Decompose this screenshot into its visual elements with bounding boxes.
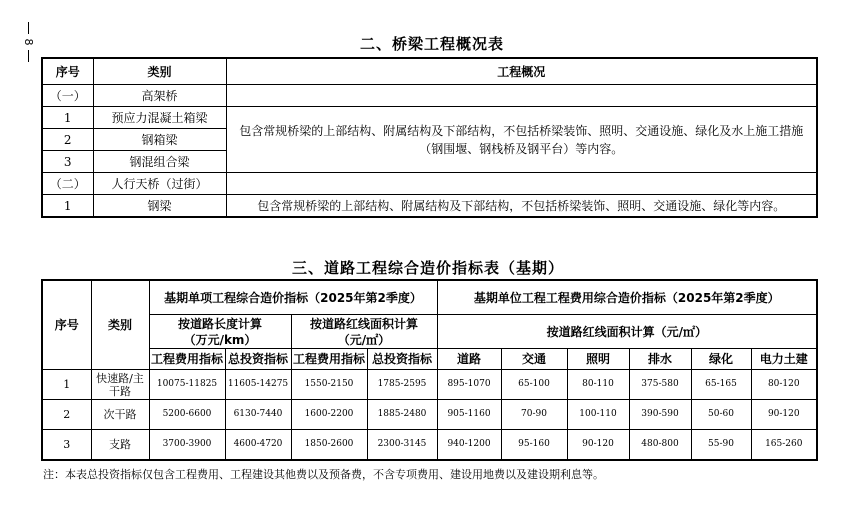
header-drainage: 排水 bbox=[629, 349, 691, 370]
header-power: 电力土建 bbox=[751, 349, 817, 370]
row-index: 1 bbox=[42, 370, 91, 400]
cell-area-eng: 1550-2150 bbox=[291, 370, 367, 400]
header-total-invest: 总投资指标 bbox=[225, 349, 291, 370]
table-header-row bbox=[42, 58, 817, 85]
cell-area-eng: 1850-2600 bbox=[291, 430, 367, 461]
header-by-length-unit: （万元/km） bbox=[183, 332, 257, 347]
cell-road: 905-1160 bbox=[437, 400, 501, 430]
row-index: 3 bbox=[42, 430, 91, 461]
table-row bbox=[42, 85, 817, 107]
row-overview-empty bbox=[226, 173, 817, 195]
row-category: 快速路/主干路 bbox=[91, 370, 149, 400]
cell-len-eng: 5200-6600 bbox=[149, 400, 225, 430]
cell-road: 895-1070 bbox=[437, 370, 501, 400]
cell-len-total: 6130-7440 bbox=[225, 400, 291, 430]
header-by-area-long: 按道路红线面积计算（元/㎡） bbox=[437, 315, 817, 349]
row-index: 2 bbox=[42, 400, 91, 430]
header-overview: 工程概况 bbox=[226, 58, 817, 85]
row-category: 预应力混凝土箱梁 bbox=[93, 107, 226, 129]
cell-traffic: 65-100 bbox=[501, 370, 567, 400]
header-index: 序号 bbox=[42, 58, 93, 85]
row-index: 3 bbox=[42, 151, 93, 173]
cell-greening: 65-165 bbox=[691, 370, 751, 400]
row-category: 支路 bbox=[91, 430, 149, 461]
header-eng-cost: 工程费用指标 bbox=[291, 349, 367, 370]
row-category: 钢箱梁 bbox=[93, 129, 226, 151]
cell-power: 165-260 bbox=[751, 430, 817, 461]
cell-drainage: 375-580 bbox=[629, 370, 691, 400]
table-header-row bbox=[42, 349, 817, 370]
row-index: 2 bbox=[42, 129, 93, 151]
table-row bbox=[42, 370, 817, 400]
viaduct-description: 包含常规桥梁的上部结构、附属结构及下部结构，不包括桥梁装饰、照明、交通设施、绿化及水上施工措施（钢围堰、钢栈桥及钢平台）等内容。 bbox=[226, 107, 817, 173]
row-category: 高架桥 bbox=[93, 85, 226, 107]
header-category: 类别 bbox=[91, 280, 149, 370]
cell-area-eng: 1600-2200 bbox=[291, 400, 367, 430]
table-row bbox=[42, 195, 817, 218]
cell-len-eng: 3700-3900 bbox=[149, 430, 225, 461]
row-index: 1 bbox=[42, 107, 93, 129]
header-by-length bbox=[149, 315, 291, 349]
row-category: 钢混组合梁 bbox=[93, 151, 226, 173]
table-row bbox=[42, 400, 817, 430]
road-cost-table bbox=[41, 279, 818, 461]
cell-drainage: 390-590 bbox=[629, 400, 691, 430]
header-by-area-unit: （元/㎡） bbox=[337, 332, 391, 347]
cell-traffic: 95-160 bbox=[501, 430, 567, 461]
header-by-area-label: 按道路红线面积计算 bbox=[309, 316, 418, 331]
header-total-invest: 总投资指标 bbox=[367, 349, 437, 370]
cell-drainage: 480-800 bbox=[629, 430, 691, 461]
header-unit-project-group: 基期单位工程工程费用综合造价指标（2025年第2季度） bbox=[437, 280, 817, 315]
cell-area-total: 2300-3145 bbox=[367, 430, 437, 461]
row-index: 1 bbox=[42, 195, 93, 218]
row-category: 次干路 bbox=[91, 400, 149, 430]
cell-lighting: 90-120 bbox=[567, 430, 629, 461]
cell-area-total: 1885-2480 bbox=[367, 400, 437, 430]
header-single-project-group: 基期单项工程综合造价指标（2025年第2季度） bbox=[149, 280, 437, 315]
header-lighting: 照明 bbox=[567, 349, 629, 370]
cell-greening: 50-60 bbox=[691, 400, 751, 430]
cell-lighting: 80-110 bbox=[567, 370, 629, 400]
row-overview-empty bbox=[226, 85, 817, 107]
pedestrian-description: 包含常规桥梁的上部结构、附属结构及下部结构，不包括桥梁装饰、照明、交通设施、绿化等内容。 bbox=[226, 195, 817, 218]
row-index: （二） bbox=[42, 173, 93, 195]
header-by-length-label: 按道路长度计算 bbox=[177, 316, 262, 331]
row-category: 钢梁 bbox=[93, 195, 226, 218]
cell-traffic: 70-90 bbox=[501, 400, 567, 430]
header-road: 道路 bbox=[437, 349, 501, 370]
table-row bbox=[42, 173, 817, 195]
cell-len-total: 4600-4720 bbox=[225, 430, 291, 461]
table-header-row bbox=[42, 280, 817, 315]
table-header-row bbox=[42, 315, 817, 349]
cell-power: 80-120 bbox=[751, 370, 817, 400]
header-by-area bbox=[291, 315, 437, 349]
header-eng-cost: 工程费用指标 bbox=[149, 349, 225, 370]
cell-road: 940-1200 bbox=[437, 430, 501, 461]
header-greening: 绿化 bbox=[691, 349, 751, 370]
cell-len-eng: 10075-11825 bbox=[149, 370, 225, 400]
cell-greening: 55-90 bbox=[691, 430, 751, 461]
row-index: （一） bbox=[42, 85, 93, 107]
cell-area-total: 1785-2595 bbox=[367, 370, 437, 400]
header-index: 序号 bbox=[42, 280, 91, 370]
table-footnote: 注：本表总投资指标仅包含工程费用、工程建设其他费以及预备费，不含专项费用、建设用地费以及建设期利息等。 bbox=[43, 468, 604, 481]
header-category: 类别 bbox=[93, 58, 226, 85]
row-category: 人行天桥（过街） bbox=[93, 173, 226, 195]
table-row bbox=[42, 430, 817, 461]
road-table-title: 三、道路工程综合造价指标表（基期） bbox=[291, 259, 564, 277]
page-number: 8 bbox=[22, 38, 35, 46]
bridge-overview-table bbox=[41, 57, 818, 218]
cell-power: 90-120 bbox=[751, 400, 817, 430]
table-row bbox=[42, 107, 817, 129]
cell-len-total: 11605-14275 bbox=[225, 370, 291, 400]
bridge-table-title: 二、桥梁工程概况表 bbox=[359, 35, 504, 53]
header-traffic: 交通 bbox=[501, 349, 567, 370]
cell-lighting: 100-110 bbox=[567, 400, 629, 430]
